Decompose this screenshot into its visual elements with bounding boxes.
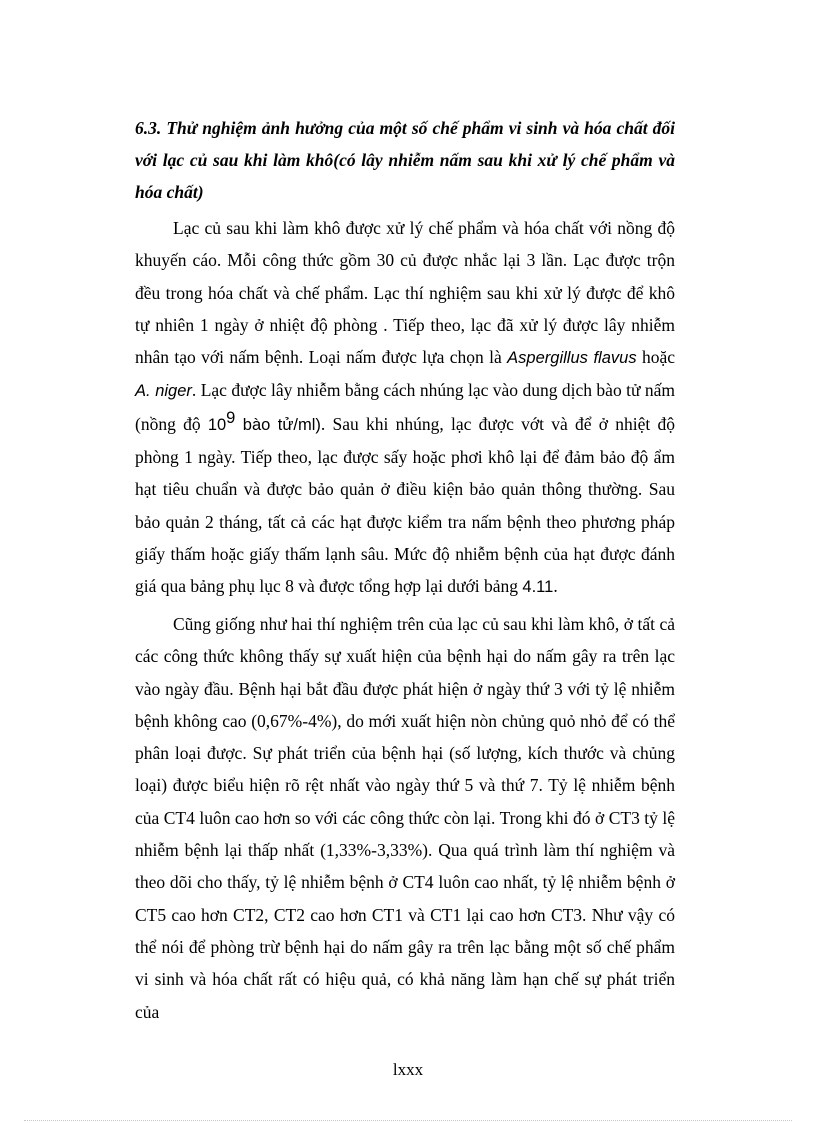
paragraph-results: Cũng giống như hai thí nghiệm trên của lạc củ sau khi làm khô, ở tất cả các công thức không thấy sự xuất hiện của bệnh hại do nấm gây ra trên lạc vào ngày đầu. Bệnh hại bắt đầu được phát hiện ở ngày thứ 3 với tỷ lệ nhiễm bệnh không cao (0,67%-4%), do mới xuất hiện nòn chủng quỏ nhỏ để có thể phân loại được. Sự phát triển của bệnh hại (số lượng, kích thước và chủng loại) được biểu hiện rõ rệt nhất vào ngày thứ 5 và thứ 7. Tỷ lệ nhiễm bệnh của CT4 luôn cao hơn so với các công thức còn lại. Trong khi đó ở CT3 tỷ lệ nhiễm bệnh lại thấp nhất (1,33%-3,33%). Qua quá trình làm thí nghiệm và theo dõi cho thấy, tỷ lệ nhiễm bệnh ở CT4 luôn cao nhất, tỷ lệ nhiễm bệnh ở CT5 cao hơn CT2, CT2 cao hơn CT1 và CT1 lại cao hơn CT3. Như vậy có thể nói để phòng trừ bệnh hại do nấm gây ra trên lạc bằng một số chế phẩm vi sinh và hóa chất rất có hiệu quả, có khả năng làm hạn chế sự phát triển của <box>135 614 675 1022</box>
paragraph-method-text-a: Lạc củ sau khi làm khô được xử lý chế phẩm và hóa chất với nồng độ khuyến cáo. Mỗi công thức gồm 30 củ được nhắc lại 3 lần. Lạc được trộn đều trong hóa chất và chế phẩm. Lạc thí nghiệm sau khi xử lý được để khô tự nhiên 1 ngày ở nhiệt độ phòng . Tiếp theo, lạc đã xử lý được lây nhiễm nhân tạo với nấm bệnh. Loại nấm được lựa chọn là <box>135 218 675 368</box>
paragraph-method-text-b: hoặc <box>636 347 675 368</box>
paragraph-method <box>135 212 675 604</box>
concentration-exponent: 9 <box>226 408 236 427</box>
page-number: lxxx <box>392 1060 424 1079</box>
concentration-base: 10 <box>207 415 227 434</box>
paragraph-method-text-e: . <box>553 576 558 597</box>
paragraph-method-text-d: . Sau khi nhúng, lạc được vớt và để ở nhiệt độ phòng 1 ngày. Tiếp theo, lạc được sấy hoặc phơi khô lại để đảm bảo độ ẩm hạt tiêu chuẩn và được bảo quản ở điều kiện bảo quản thông thường. Sau bảo quản 2 tháng, tất cả các hạt được kiểm tra nấm bệnh theo phương pháp giấy thấm hoặc giấy thấm lạnh sâu. Mức độ nhiễm bệnh của hạt được đánh giá qua bảng phụ lục 8 và được tổng hợp lại dưới bảng <box>135 413 675 597</box>
section-heading: 6.3. Thử nghiệm ảnh hưởng của một số chế phẩm vi sinh và hóa chất đối với lạc củ sau khi làm khô(có lây nhiễm nấm sau khi xử lý chế phẩm và hóa chất) <box>135 118 675 202</box>
paragraph-method-text-c: . Lạc được lây nhiễm bằng cách nhúng lạc vào dung dịch bào tử nấm (nồng độ <box>135 380 675 434</box>
species-a-niger: A. niger <box>135 382 192 401</box>
table-reference: 4.11 <box>522 578 554 597</box>
species-aspergillus-flavus: Aspergillus flavus <box>507 349 637 368</box>
concentration-unit: bào tử/ml) <box>235 415 321 434</box>
page-bottom-divider <box>24 1120 792 1121</box>
